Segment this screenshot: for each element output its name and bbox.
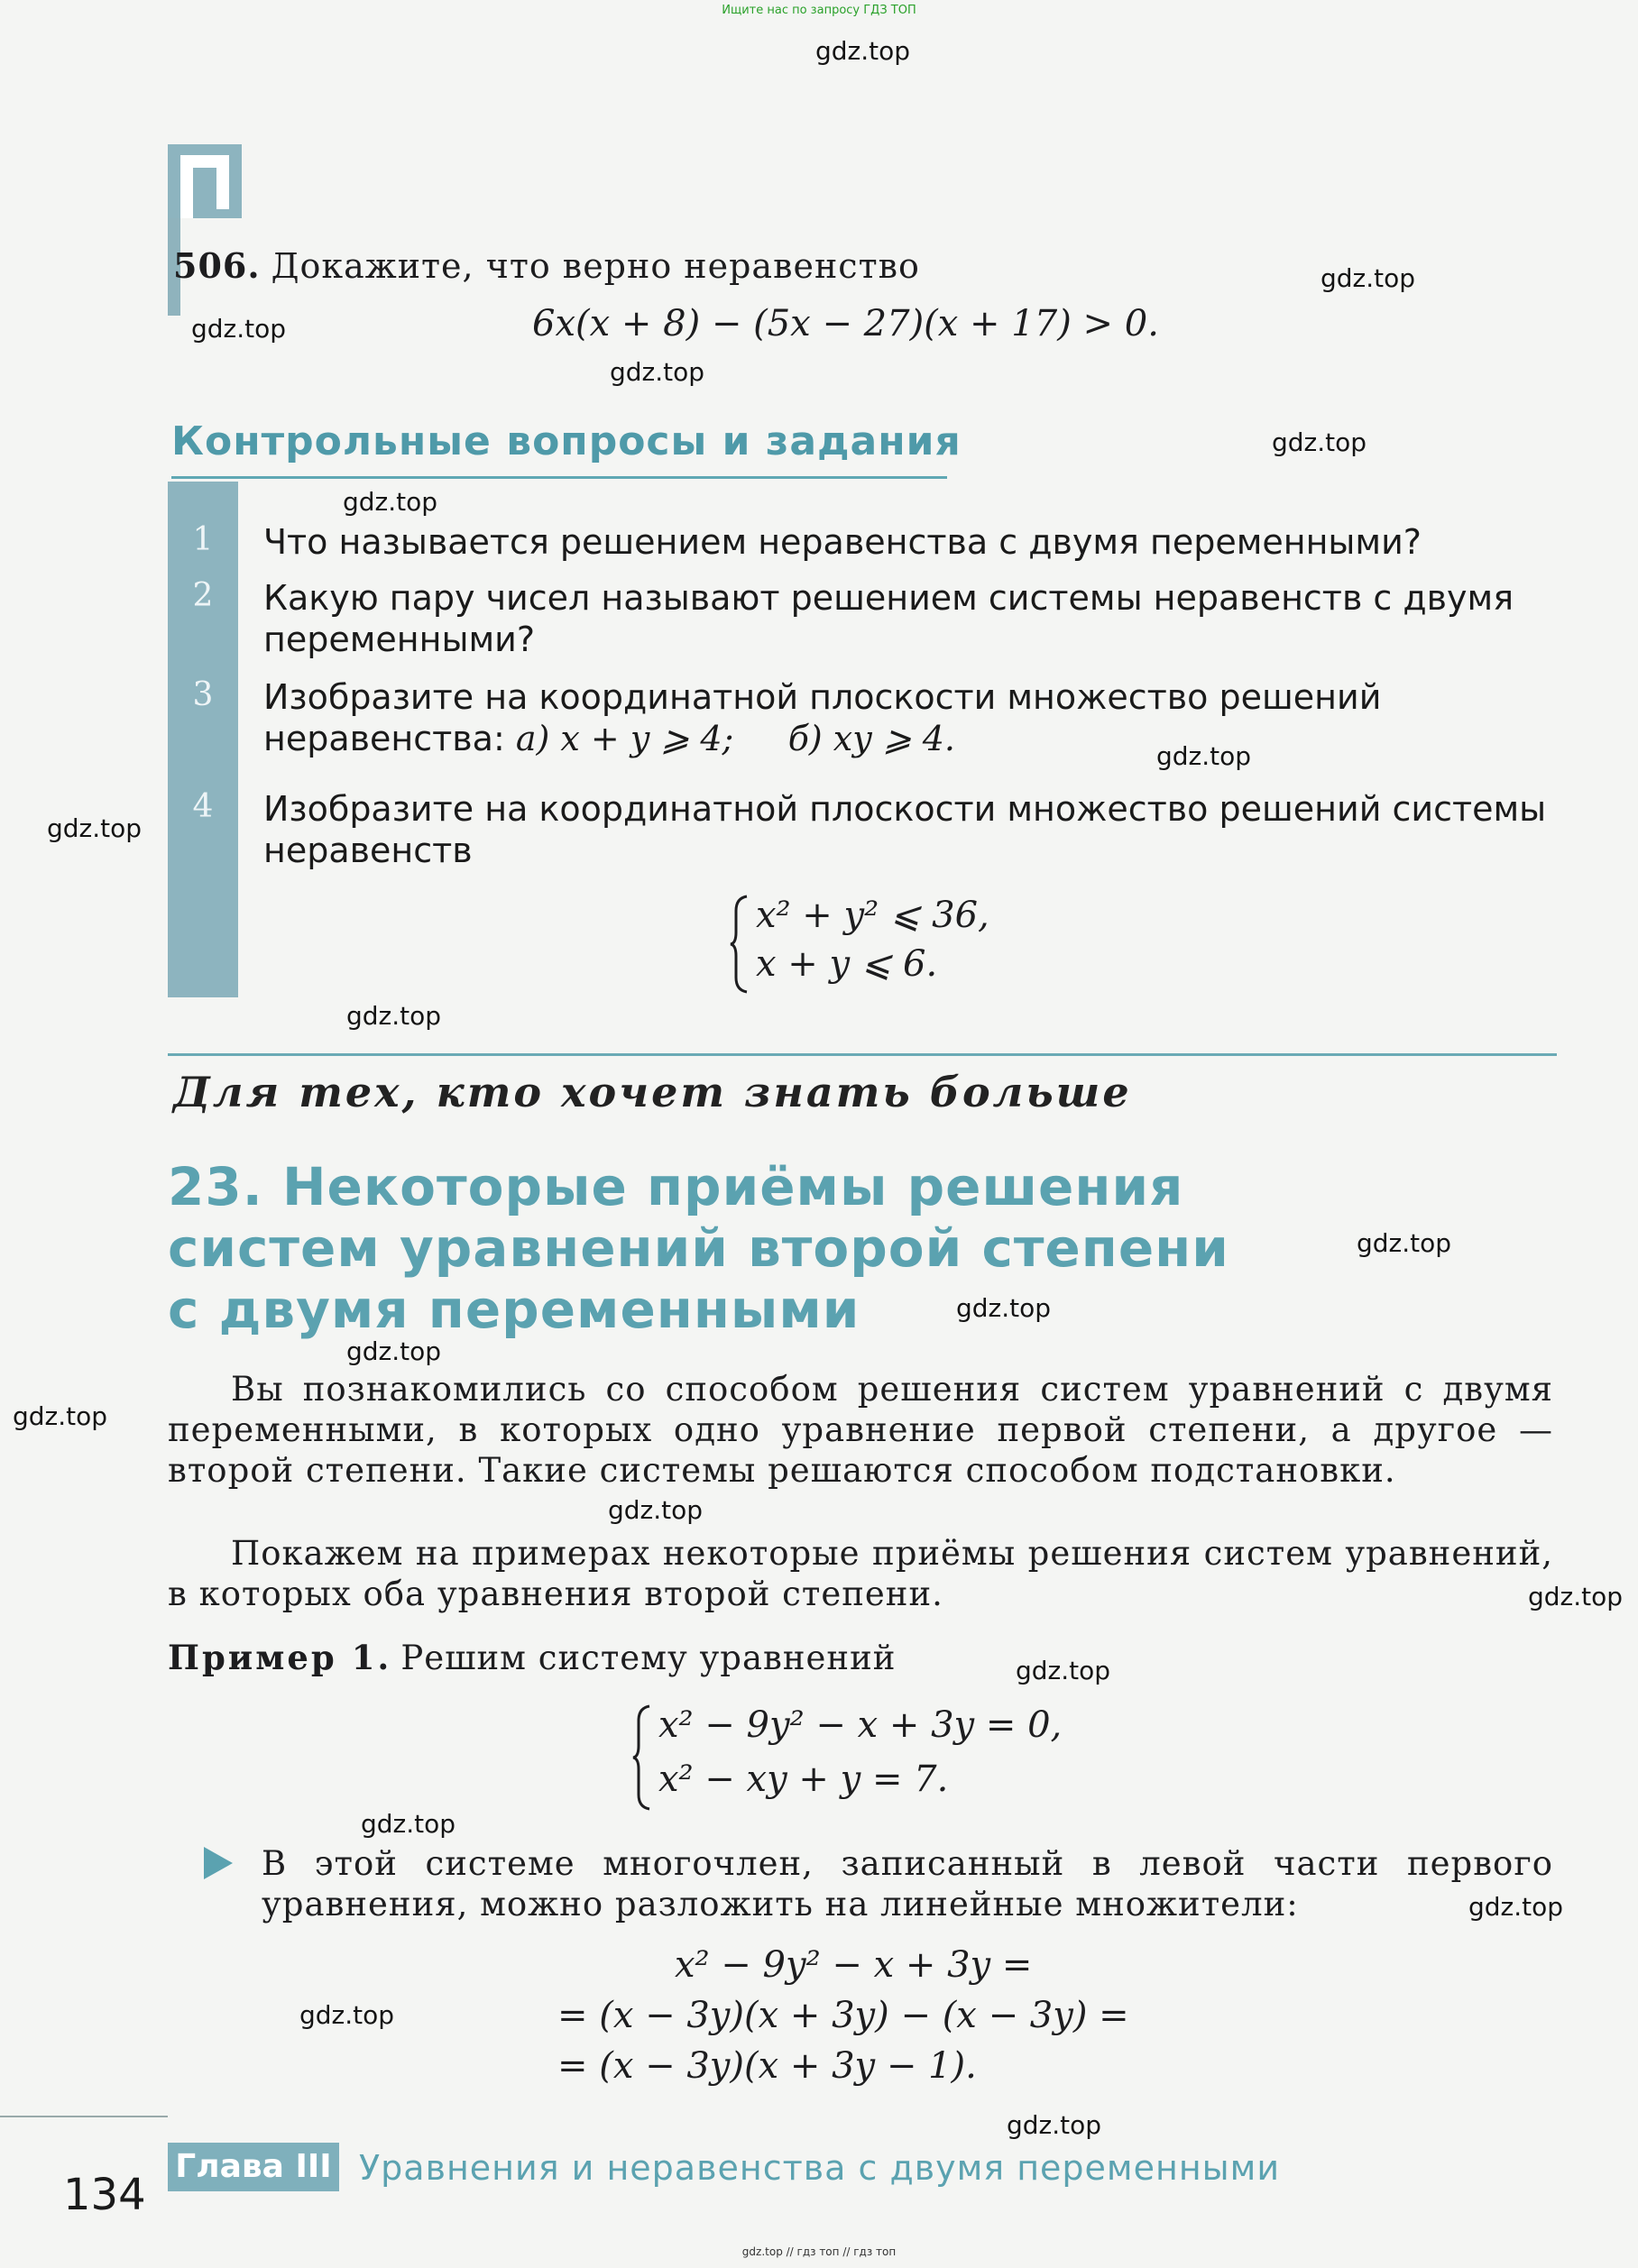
watermark-mark: gdz.top [346, 1336, 442, 1366]
question-3-part-b: б) xy ⩾ 4. [787, 719, 955, 758]
chapter-label: Глава III [175, 2148, 332, 2185]
watermark-mark: gdz.top [343, 487, 438, 517]
question-3-text: Изобразите на координатной плоскости множество решений неравенства: [263, 677, 1382, 758]
system-line-2: x + y ⩽ 6. [756, 943, 938, 985]
watermark-mark: gdz.top [1468, 1892, 1564, 1922]
example-1 [168, 1638, 896, 1677]
example-system-line-2: x² − xy + y = 7. [658, 1758, 949, 1800]
watermark-mark: gdz.top [1272, 427, 1367, 457]
bottom-banner: gdz.top // гдз топ // гдз топ [741, 2245, 897, 2258]
watermark-mark: gdz.top [956, 1293, 1052, 1323]
exercise-text: Докажите, что верно неравенство [271, 246, 920, 286]
watermark-mark: gdz.top [346, 1001, 442, 1031]
watermark-mark: gdz.top [299, 2000, 395, 2030]
exercise-number: 506. [173, 245, 261, 286]
expression-line-1: x² − 9y² − x + 3y = [675, 1944, 1033, 1986]
question-2: Какую пару чисел называют решением системы неравенств с двумя переменными? [263, 578, 1514, 659]
system-brace-icon [631, 1704, 653, 1811]
paragraph-1: Вы познакомились со способом решения систем уравнений с двумя переменными, в которых одно уравнение первой степени, а другое — второй степени. Такие системы решаются способом подстановки. [168, 1370, 1553, 1490]
footer-divider [0, 2116, 168, 2117]
watermark-mark: gdz.top [608, 1495, 704, 1525]
watermark-mark: gdz.top [1321, 263, 1416, 293]
question-number: 3 [192, 676, 214, 713]
exercise-marker-icon [168, 144, 242, 218]
system-line-1: x² + y² ⩽ 36, [756, 895, 989, 936]
question-number-bar [168, 482, 238, 997]
section-title-line-2: систем уравнений второй степени [168, 1217, 1229, 1279]
example-text: Решим систему уравнений [400, 1639, 897, 1677]
paragraph-2: Покажем на примерах некоторые приёмы решения систем уравнений, в которых оба уравнения второй степени. [168, 1534, 1553, 1613]
watermark-mark: gdz.top [1007, 2110, 1102, 2140]
control-questions-heading: Контрольные вопросы и задания [171, 418, 962, 464]
question-number: 1 [192, 521, 214, 558]
question-1: Что называется решением неравенства с двумя переменными? [263, 522, 1422, 562]
expression-line-3: = (x − 3y)(x + 3y − 1). [557, 2045, 977, 2087]
solution-start-icon [204, 1847, 233, 1879]
watermark-mark: gdz.top [1016, 1656, 1111, 1685]
watermark-mark: gdz.top [13, 1401, 108, 1431]
watermark-mark: gdz.top [610, 357, 705, 387]
expression-line-2: = (x − 3y)(x + 3y) − (x − 3y) = [557, 1995, 1129, 2036]
chapter-title: Уравнения и неравенства с двумя переменными [359, 2148, 1281, 2188]
example-label: Пример 1. [168, 1638, 392, 1677]
watermark-mark: gdz.top [1528, 1582, 1624, 1611]
question-3 [263, 676, 1559, 759]
watermark-mark: gdz.top [361, 1809, 456, 1839]
watermark-mark: gdz.top [47, 813, 143, 843]
exercise-formula: 6x(x + 8) − (5x − 27)(x + 17) > 0. [532, 303, 1159, 344]
page-number: 134 [63, 2170, 146, 2220]
question-number: 2 [192, 577, 214, 614]
example-system-line-1: x² − 9y² − x + 3y = 0, [658, 1704, 1063, 1746]
top-banner: Ищите нас по запросу ГДЗ ТОП [722, 4, 916, 17]
section-title-line-1: 23. Некоторые приёмы решения [168, 1156, 1184, 1217]
heading-divider [171, 476, 947, 479]
section-divider [168, 1053, 1557, 1056]
exercise-506 [173, 245, 920, 286]
system-brace-icon [729, 895, 750, 994]
question-number: 4 [192, 788, 214, 825]
question-3-part-a: а) x + y ⩾ 4; [515, 719, 734, 758]
watermark-mark: gdz.top [815, 36, 911, 66]
watermark-mark: gdz.top [1156, 741, 1252, 771]
solution-text: В этой системе многочлен, записанный в левой части первого уравнения, можно разложить на линейные множители: [262, 1844, 1553, 1924]
watermark-mark: gdz.top [1357, 1228, 1452, 1258]
question-4: Изобразите на координатной плоскости множество решений системы неравенств [263, 789, 1547, 870]
section-title-line-3: с двумя переменными [168, 1279, 860, 1340]
watermark-mark: gdz.top [191, 314, 287, 344]
extra-section-title: Для тех, кто хочет знать больше [173, 1068, 1132, 1116]
